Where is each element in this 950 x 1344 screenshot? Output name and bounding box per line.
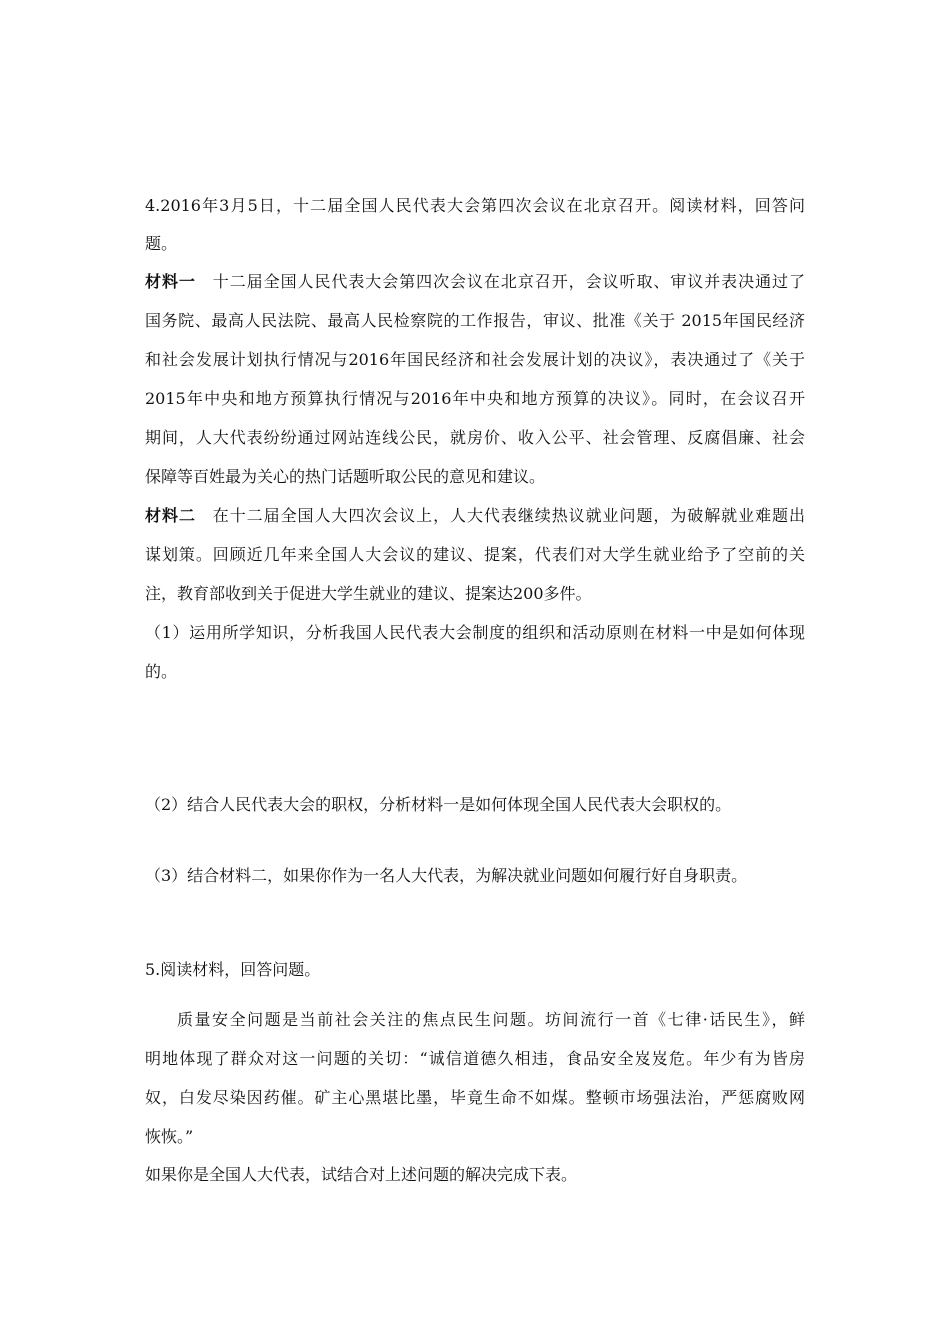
q4-sub1-line2: 的。: [145, 662, 178, 681]
q4-stem-line1: 4.2016年3月5日，十二届全国人民代表大会第四次会议在北京召开。阅读材料，回答问: [145, 196, 805, 215]
q4-material1-line5: 期间，人大代表纷纷通过网站连线公民，就房价、收入公平、社会管理、反腐倡廉、社会: [145, 428, 805, 447]
material1-text-line1: 十二届全国人民代表大会第四次会议在北京召开，会议听取、审议并表决通过了: [211, 272, 805, 291]
q4-material1-line4: 2015年中央和地方预算执行情况与2016年中央和地方预算的决议》。同时，在会议召开: [145, 389, 805, 408]
q4-material2-line1: [145, 506, 805, 526]
q4-sub2: （2）结合人民代表大会的职权，分析材料一是如何体现全国人民代表大会职权的。: [145, 795, 732, 814]
q5-para-line2: 明地体现了群众对这一问题的关切：“诚信道德久相违，食品安全岌岌危。年少有为皆房: [145, 1049, 805, 1068]
q4-material1-line3: 和社会发展计划执行情况与2016年国民经济和社会发展计划的决议》，表决通过了《关于: [145, 350, 805, 369]
q4-material2-line3: 注，教育部收到关于促进大学生就业的建议、提案达200多件。: [145, 584, 592, 603]
q4-stem-line2: 题。: [145, 234, 178, 253]
q5-para-line1: 质量安全问题是当前社会关注的焦点民生问题。坊间流行一首《七律·话民生》，鲜: [177, 1010, 805, 1029]
q4-sub1-line1: （1）运用所学知识，分析我国人民代表大会制度的组织和活动原则在材料一中是如何体现: [145, 623, 805, 642]
q5-stem: 5.阅读材料，回答问题。: [145, 960, 321, 979]
q5-para-line4: 恢恢。”: [145, 1127, 194, 1146]
q5-para-line3: 奴，白发尽染因药催。矿主心黑堪比墨，毕竟生命不如煤。整顿市场强法治，严惩腐败网: [145, 1088, 805, 1107]
q4-material1-line2: 国务院、最高人民法院、最高人民检察院的工作报告，审议、批准《关于 2015年国民经济: [145, 311, 805, 330]
material2-label: 材料二: [145, 506, 196, 525]
q4-material1-line1: [145, 272, 805, 292]
q4-sub3: （3）结合材料二，如果你作为一名人大代表，为解决就业问题如何履行好自身职责。: [145, 866, 748, 885]
material2-text-line1: 在十二届全国人大四次会议上，人大代表继续热议就业问题，为破解就业难题出: [211, 506, 805, 525]
q5-task: 如果你是全国人大代表，试结合对上述问题的解决完成下表。: [145, 1165, 578, 1184]
material1-label: 材料一: [145, 272, 196, 291]
q4-material1-line6: 保障等百姓最为关心的热门话题听取公民的意见和建议。: [145, 467, 546, 486]
q4-material2-line2: 谋划策。回顾近几年来全国人大会议的建议、提案，代表们对大学生就业给予了空前的关: [145, 545, 805, 564]
